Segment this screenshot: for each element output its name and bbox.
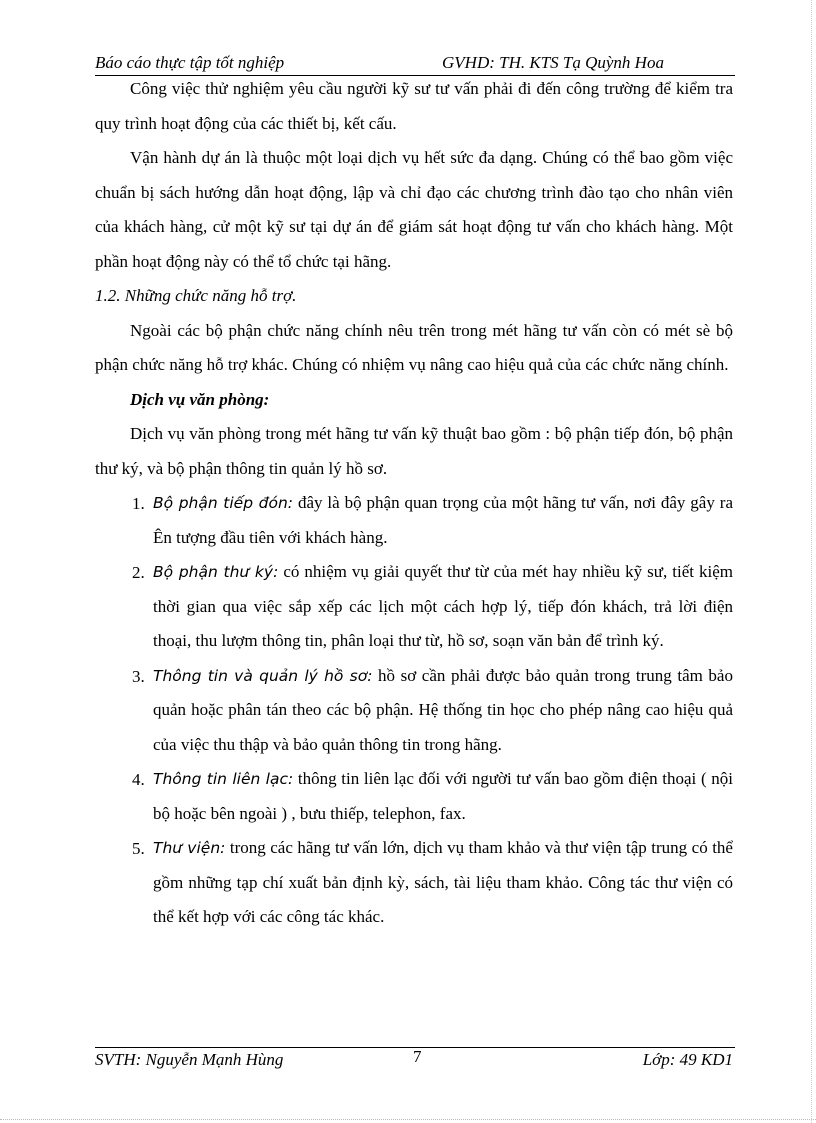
section-title: 1.2. Những chức năng hỗ trợ.	[95, 286, 297, 305]
class-code: Lớp: 49 KD1	[642, 1050, 733, 1069]
office-services-list	[95, 486, 733, 935]
list-item	[95, 659, 733, 763]
list-text: đây là bộ phận quan trọng của một hãng tư vấn, nơi đây gây ra Ên tượng đầu tiên với khách hàng.	[153, 493, 733, 547]
list-term: Thư viện:	[153, 839, 226, 857]
subheading-office-services: Dịch vụ văn phòng:	[130, 389, 270, 409]
list-term: Bộ phận thư ký:	[153, 563, 279, 581]
list-number: 4.	[132, 770, 145, 789]
page-boundary-bottom	[0, 1119, 816, 1120]
page-footer	[95, 1047, 735, 1074]
paragraph-support-functions: Ngoài các bộ phận chức năng chính nêu trên trong mét hãng tư vấn còn có mét sè bộ phận chức năng hỗ trợ khác. Chúng có nhiệm vụ nâng cao hiệu quả của các chức năng chính.	[95, 320, 733, 374]
paragraph-office-services: Dịch vụ văn phòng trong mét hãng tư vấn kỹ thuật bao gồm : bộ phận tiếp đón, bộ phận thư ký, và bộ phận thông tin quản lý hồ sơ.	[95, 424, 733, 478]
list-number: 2.	[132, 563, 145, 582]
report-title: Báo cáo thực tập tốt nghiệp	[95, 53, 285, 72]
list-text: hồ sơ cần phải được bảo quản trong trung tâm bảo quản hoặc phân tán theo các bộ phận. Hệ thống tin học cho phép nâng cao hiệu quả của việc thu thập và bảo quản thông tin trong hãng.	[153, 665, 733, 754]
page-number: 7	[413, 1047, 422, 1066]
list-item	[95, 486, 733, 555]
list-term: Bộ phận tiếp đón:	[153, 494, 294, 512]
list-number: 5.	[132, 839, 145, 858]
page-body	[95, 72, 733, 935]
paragraph-project-operation: Vận hành dự án là thuộc một loại dịch vụ hết sức đa dạng. Chúng có thể bao gồm việc chuẩn bị sách hướng dẫn hoạt động, lập và chỉ đạo các chương trình đào tạo cho nhân viên của khách hàng, cử một kỹ sư tại dự án để giám sát hoạt động tư vấn cho khách hàng. Một phần hoạt động này có thể tổ chức tại hãng.	[95, 148, 733, 271]
list-term: Thông tin và quản lý hồ sơ:	[153, 666, 373, 685]
supervisor-name: GVHD: TH. KTS Tạ Quỳnh Hoa	[442, 53, 664, 72]
list-text: trong các hãng tư vấn lớn, dịch vụ tham khảo và thư viện tập trung có thể gồm những tạp chí xuất bản định kỳ, sách, tài liệu tham khảo. Công tác thư viện có thể kết hợp với các công tác khác.	[153, 838, 733, 926]
list-text: có nhiệm vụ giải quyết thư từ của mét hay nhiều kỹ sư, tiết kiệm thời gian qua việc sắp xếp các lịch một cách hợp lý, tiếp đón khách, trả lời điện thoại, thu lượm thông tin, phân loại thư từ, hồ sơ, soạn văn bản để trình ký.	[153, 562, 733, 650]
list-term: Thông tin liên lạc:	[153, 770, 294, 788]
list-item	[95, 762, 733, 831]
list-text: thông tin liên lạc đối với người tư vấn bao gồm điện thoại ( nội bộ hoặc bên ngoài ) , bưu thiếp, telephon, fax.	[153, 769, 734, 823]
list-number: 3.	[132, 666, 145, 686]
paragraph-testing: Công việc thử nghiệm yêu cầu người kỹ sư tư vấn phải đi đến công trường để kiểm tra quy trình hoạt động của các thiết bị, kết cấu.	[95, 79, 733, 133]
list-item	[95, 555, 733, 659]
student-name: SVTH: Nguyễn Mạnh Hùng	[95, 1050, 284, 1069]
page-boundary-right	[811, 0, 812, 1123]
list-number: 1.	[132, 494, 145, 513]
list-item	[95, 831, 733, 935]
